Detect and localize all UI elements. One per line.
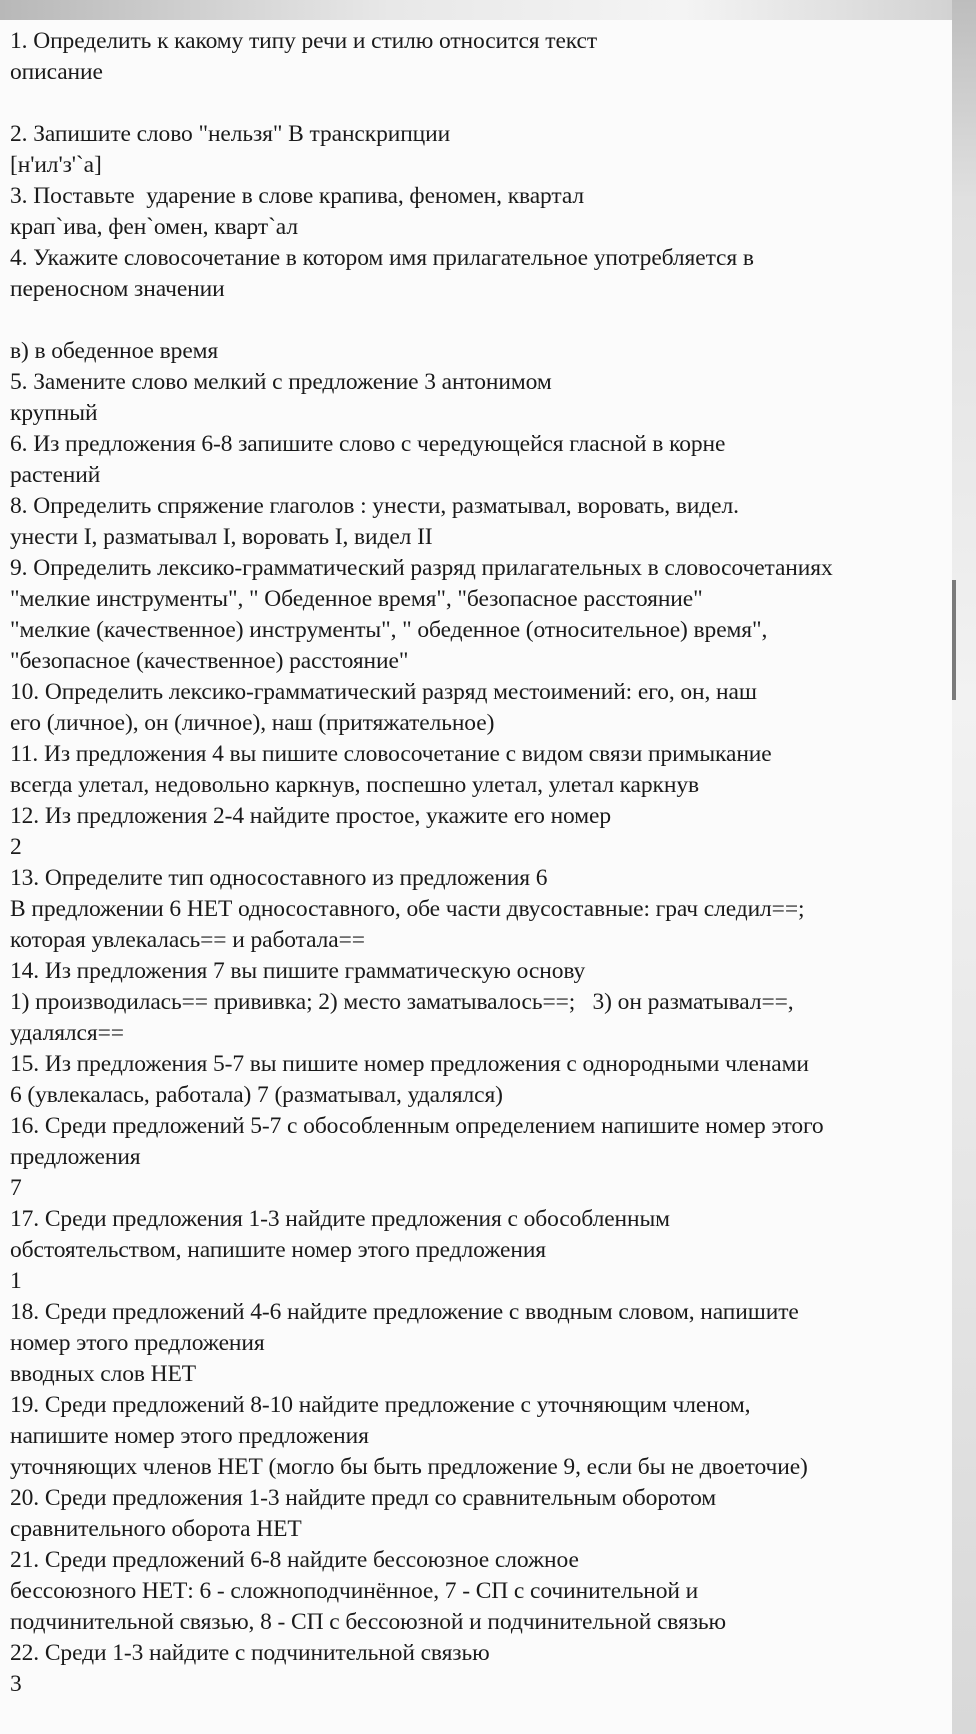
text-line: напишите номер этого предложения bbox=[10, 1423, 369, 1449]
text-line: описание bbox=[10, 59, 103, 85]
text-line: 2. Запишите слово "нельзя" В транскрипции bbox=[10, 121, 451, 147]
text-line: сравнительного оборота НЕТ bbox=[10, 1516, 302, 1542]
text-line: В предложении 6 НЕТ односоставного, обе части двусоставные: грач следил==; bbox=[10, 896, 805, 922]
text-line: 17. Среди предложения 1-3 найдите предложения с обособленным bbox=[10, 1206, 670, 1232]
text-line: крупный bbox=[10, 400, 98, 426]
text-line: растений bbox=[10, 462, 101, 488]
text-line: 11. Из предложения 4 вы пишите словосочетание с видом связи примыкание bbox=[10, 741, 772, 767]
text-line: обстоятельством, напишите номер этого предложения bbox=[10, 1237, 547, 1263]
text-line: бессоюзного НЕТ: 6 - сложноподчинённое, 7 - СП с сочинительной и bbox=[10, 1578, 699, 1604]
text-line: 14. Из предложения 7 вы пишите грамматическую основу bbox=[10, 958, 586, 984]
text-line: вводных слов НЕТ bbox=[10, 1361, 197, 1387]
text-line: 3 bbox=[10, 1671, 22, 1697]
text-line: удалялся== bbox=[10, 1020, 124, 1046]
text-line: уточняющих членов НЕТ (могло бы быть предложение 9, если бы не двоеточие) bbox=[10, 1454, 808, 1480]
document-page bbox=[0, 20, 952, 1734]
text-line: 6 (увлекалась, работала) 7 (разматывал, удалялся) bbox=[10, 1082, 503, 1108]
text-line: предложения bbox=[10, 1144, 141, 1170]
text-line: 7 bbox=[10, 1175, 22, 1201]
text-line: 15. Из предложения 5-7 вы пишите номер предложения с однородными членами bbox=[10, 1051, 809, 1077]
text-line: 20. Среди предложения 1-3 найдите предл со сравнительным оборотом bbox=[10, 1485, 717, 1511]
text-line: "мелкие (качественное) инструменты", " обеденное (относительное) время", bbox=[10, 617, 768, 643]
text-line: 19. Среди предложений 8-10 найдите предложение с уточняющим членом, bbox=[10, 1392, 751, 1418]
text-line: "мелкие инструменты", " Обеденное время", "безопасное расстояние" bbox=[10, 586, 703, 612]
text-line: 3. Поставьте ударение в слове крапива, феномен, квартал bbox=[10, 183, 584, 209]
text-line: переносном значении bbox=[10, 276, 225, 302]
photo-right-edge bbox=[952, 0, 976, 1734]
document-text bbox=[10, 26, 950, 1700]
text-line: 10. Определить лексико-грамматический разряд местоимений: его, он, наш bbox=[10, 679, 757, 705]
text-line: 8. Определить спряжение глаголов : унести, разматывал, воровать, видел. bbox=[10, 493, 739, 519]
text-line: крап`ива, фен`омен, кварт`ал bbox=[10, 214, 298, 240]
text-line: 4. Укажите словосочетание в котором имя прилагательное употребляется в bbox=[10, 245, 754, 271]
text-line: всегда улетал, недовольно каркнув, поспешно улетал, улетал каркнув bbox=[10, 772, 699, 798]
text-line: [н'ил'з'`а] bbox=[10, 152, 102, 178]
blank-line bbox=[10, 305, 950, 336]
text-line: которая увлекалась== и работала== bbox=[10, 927, 365, 953]
text-line: 2 bbox=[10, 834, 22, 860]
text-line: 1. Определить к какому типу речи и стилю относится текст bbox=[10, 28, 598, 54]
text-line: 22. Среди 1-3 найдите с подчинительной связью bbox=[10, 1640, 490, 1666]
text-line: 6. Из предложения 6-8 запишите слово с чередующейся гласной в корне bbox=[10, 431, 726, 457]
text-line: 18. Среди предложений 4-6 найдите предложение с вводным словом, напишите bbox=[10, 1299, 799, 1325]
text-line: 1) производилась== прививка; 2) место заматывалось==; 3) он разматывал==, bbox=[10, 989, 794, 1015]
text-line: "безопасное (качественное) расстояние" bbox=[10, 648, 409, 674]
text-line: подчинительной связью, 8 - СП с бессоюзной и подчинительной связью bbox=[10, 1609, 726, 1635]
text-line: 16. Среди предложений 5-7 с обособленным определением напишите номер этого bbox=[10, 1113, 824, 1139]
text-line: унести I, разматывал I, воровать I, видел II bbox=[10, 524, 433, 550]
text-line: 1 bbox=[10, 1268, 22, 1294]
text-line: 5. Замените слово мелкий с предложение 3 антонимом bbox=[10, 369, 552, 395]
text-line: 21. Среди предложений 6-8 найдите бессоюзное сложное bbox=[10, 1547, 579, 1573]
text-line: номер этого предложения bbox=[10, 1330, 265, 1356]
text-line: 13. Определите тип односоставного из предложения 6 bbox=[10, 865, 548, 891]
text-line: 9. Определить лексико-грамматический разряд прилагательных в словосочетаниях bbox=[10, 555, 833, 581]
blank-line bbox=[10, 88, 950, 119]
text-line: в) в обеденное время bbox=[10, 338, 219, 364]
text-line: 12. Из предложения 2-4 найдите простое, укажите его номер bbox=[10, 803, 611, 829]
text-line: его (личное), он (личное), наш (притяжательное) bbox=[10, 710, 495, 736]
photo-top-shadow bbox=[0, 0, 976, 20]
